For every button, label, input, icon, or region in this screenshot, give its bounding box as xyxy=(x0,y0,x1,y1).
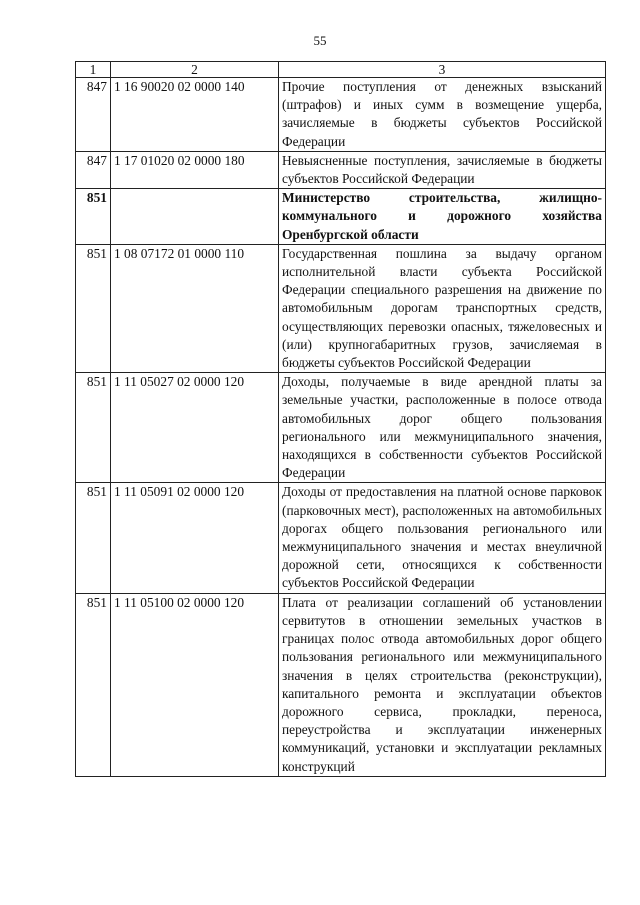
header-col-1: 1 xyxy=(76,62,111,78)
table-row xyxy=(76,151,606,188)
admin-code-cell: 851 xyxy=(76,593,111,776)
revenue-code-cell: 1 17 01020 02 0000 180 xyxy=(111,151,279,188)
header-col-3: 3 xyxy=(279,62,606,78)
table-row xyxy=(76,593,606,776)
admin-code-cell: 851 xyxy=(76,244,111,372)
table-header-row xyxy=(76,62,606,78)
administrator-name-cell: Министерство строительства, жилищно-коммунального и дорожного хозяйства Оренбургской области xyxy=(279,189,606,245)
table-row xyxy=(76,78,606,152)
admin-code-cell: 851 xyxy=(76,189,111,245)
revenue-code-cell: 1 08 07172 01 0000 110 xyxy=(111,244,279,372)
revenue-code-cell: 1 11 05100 02 0000 120 xyxy=(111,593,279,776)
revenue-name-cell: Невыясненные поступления, зачисляемые в бюджеты субъектов Российской Федерации xyxy=(279,151,606,188)
revenue-code-cell: 1 11 05027 02 0000 120 xyxy=(111,373,279,483)
header-col-2: 2 xyxy=(111,62,279,78)
admin-code-cell: 851 xyxy=(76,483,111,593)
revenue-name-cell: Доходы, получаемые в виде арендной платы за земельные участки, расположенные в полосе отвода автомобильных дорог общего пользования регионального или межмуниципального значения, находящихся в собственности субъектов Российской Федерации xyxy=(279,373,606,483)
table-row xyxy=(76,373,606,483)
table-row xyxy=(76,483,606,593)
revenue-name-cell: Плата от реализации соглашений об установлении сервитутов в отношении земельных участков в границах полос отвода автомобильных дорог общего пользования регионального или межмуниципального значения в целях строительства (реконструкции), капитального ремонта и эксплуатации объектов дорожного сервиса, прокладки, переноса, переустройства и эксплуатации инженерных коммуникаций, установки и эксплуатации рекламных конструкций xyxy=(279,593,606,776)
revenue-name-cell: Прочие поступления от денежных взысканий (штрафов) и иных сумм в возмещение ущерба, зачисляемые в бюджеты субъектов Российской Федерации xyxy=(279,78,606,152)
revenue-code-cell: 1 16 90020 02 0000 140 xyxy=(111,78,279,152)
revenue-name-cell: Доходы от предоставления на платной основе парковок (парковочных мест), расположенных на автомобильных дорогах общего пользования регионального или межмуниципального значения и местах внеуличной дорожной сети, относящихся к собственности субъектов Российской Федерации xyxy=(279,483,606,593)
revenue-codes-table xyxy=(75,61,606,777)
admin-code-cell: 847 xyxy=(76,78,111,152)
revenue-name-cell: Государственная пошлина за выдачу органом исполнительной власти субъекта Российской Федерации специального разрешения на движение по автомобильным дорогам транспортных средств, осуществляющих перевозки опасных, тяжеловесных и (или) крупногабаритных грузов, зачисляемая в бюджеты субъектов Российской Федерации xyxy=(279,244,606,372)
table-row xyxy=(76,244,606,372)
revenue-code-cell: 1 11 05091 02 0000 120 xyxy=(111,483,279,593)
admin-code-cell: 847 xyxy=(76,151,111,188)
revenue-code-cell xyxy=(111,189,279,245)
table-row-administrator-heading xyxy=(76,189,606,245)
admin-code-cell: 851 xyxy=(76,373,111,483)
page-number: 55 xyxy=(313,33,327,48)
